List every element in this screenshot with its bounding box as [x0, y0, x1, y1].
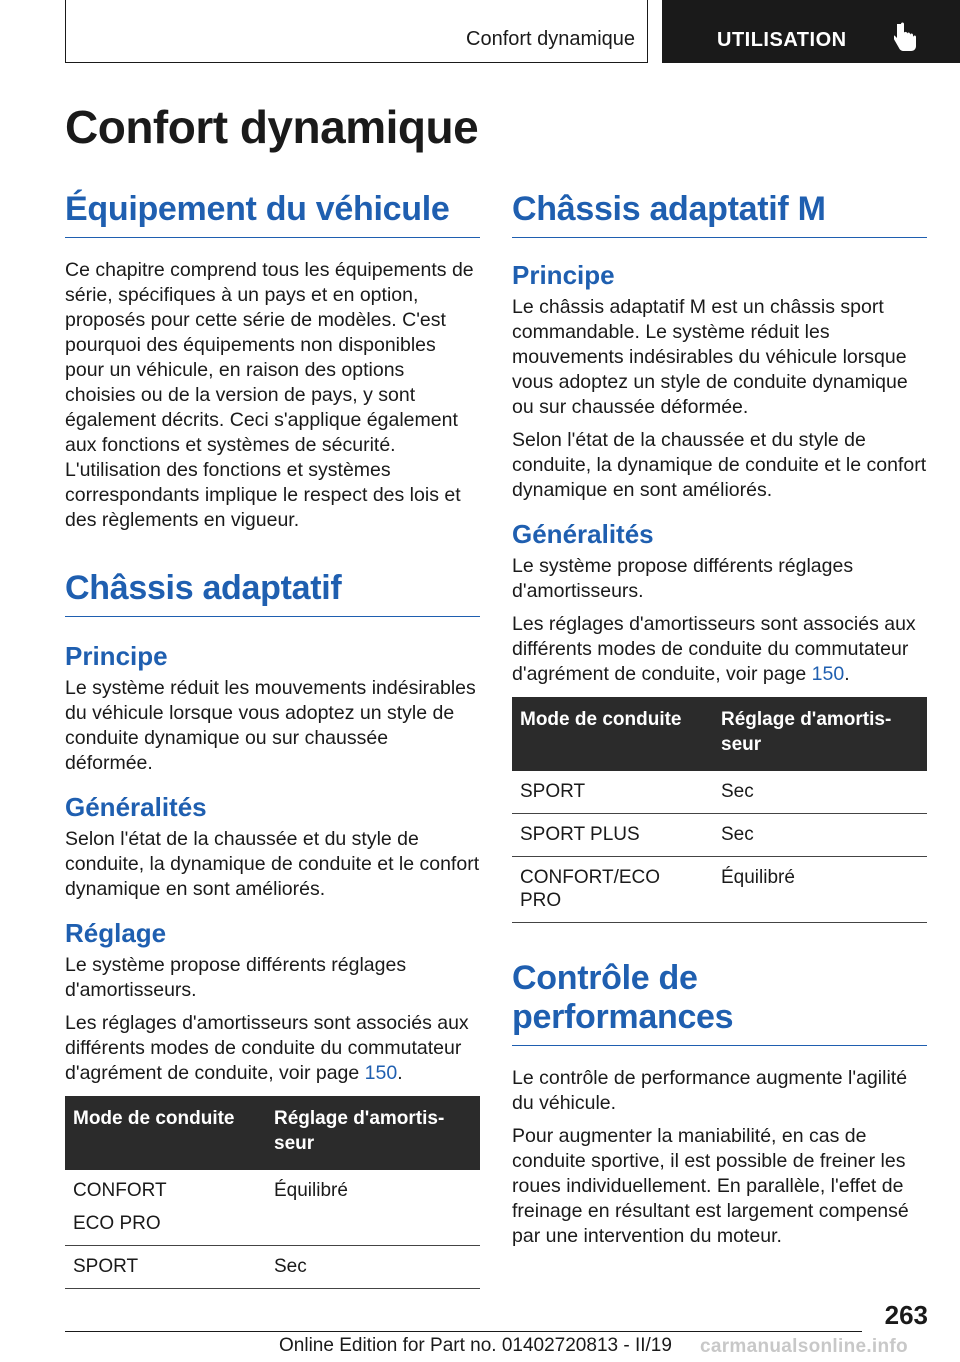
section-heading-adaptive-m: Châssis adaptatif M [512, 190, 927, 238]
table-cell-mode: CONFORT/ECO PRO [512, 857, 713, 923]
section-heading-adaptive: Châssis adaptatif [65, 569, 480, 617]
table-cell-value: Sec [713, 771, 927, 814]
equipment-text: Ce chapitre comprend tous les équipements de série, spécifiques à un pays et en option, proposés pour cette série de modèles. C'est pourquoi des équipements non disponibles pour un véhicule, en raison des options choisies ou de la version de pays, y sont également décrits. Ceci s'applique également aux fonctions et systèmes de sécurité. L'utilisation des fonctions et systèmes correspondants implique le respect des lois et des règlements en vigueur. [65, 259, 474, 531]
subheading-principle-m: Principe [512, 260, 615, 290]
table-row [512, 771, 927, 814]
principle-m-text-1: Le châssis adaptatif M est un châssis sport commandable. Le système réduit les mouvements indésirables du véhicule lorsque vous adoptez un style de conduite dynamique ou sur chaussée déformée. [512, 296, 908, 418]
setting-text-1: Le système propose différents réglages d'amortisseurs. [65, 954, 407, 1001]
general-m-text-1: Le système propose différents réglages d'amortisseurs. [512, 555, 854, 602]
header-chapter-tab [662, 0, 960, 63]
table-cell-mode: SPORT [65, 1246, 266, 1289]
principle-text: Le système réduit les mouvements indésirables du véhicule lorsque vous adoptez un style de conduite dynamique ou sur chaussée déformée. [65, 677, 476, 774]
table-header-mode: Mode de conduite [65, 1096, 266, 1170]
table-cell-value: Sec [266, 1246, 480, 1289]
table-header-damper: Réglage d'amortis-seur [713, 697, 927, 771]
table-cell-value: Équilibré [266, 1170, 480, 1246]
page-title: Confort dynamique [65, 101, 479, 153]
page-link-150[interactable]: 150 [364, 1062, 398, 1084]
left-column [65, 190, 480, 1289]
header-chapter-title: UTILISATION [717, 29, 847, 51]
subheading-setting: Réglage [65, 918, 167, 948]
subheading-principle: Principe [65, 641, 168, 671]
subheading-general: Généralités [65, 792, 207, 822]
damper-table-left [65, 1096, 480, 1289]
table-cell-mode: SPORT PLUS [512, 814, 713, 857]
watermark: carmanualsonline.info [700, 1336, 908, 1357]
header-section-title: Confort dynamique [466, 28, 635, 50]
general-m-text-2: Les réglages d'amortisseurs sont associés aux différents modes de conduite du commutateur d'agrément de conduite, voir page 150. [512, 613, 916, 685]
table-row [512, 857, 927, 923]
table-row [512, 814, 927, 857]
damper-table-right [512, 697, 927, 923]
general-text: Selon l'état de la chaussée et du style de conduite, la dynamique de conduite et le confort dynamique en sont améliorés. [65, 828, 480, 900]
hand-pointer-icon [894, 22, 920, 52]
table-cell-mode: SPORT [512, 771, 713, 814]
page-number: 263 [884, 1300, 928, 1330]
edition-note: Online Edition for Part no. 01402720813 - II/19 [279, 1335, 672, 1356]
setting-text-2: Les réglages d'amortisseurs sont associés aux différents modes de conduite du commutateur d'agrément de conduite, voir page 150. [65, 1012, 469, 1084]
subheading-general-m: Généralités [512, 519, 654, 549]
table-header-mode: Mode de conduite [512, 697, 713, 771]
performance-text-2: Pour augmenter la maniabilité, en cas de conduite sportive, il est possible de freiner les roues individuellement. En parallèle, l'effet de freinage en résultant est largement compensé par une intervention du moteur. [512, 1125, 909, 1247]
right-column [512, 190, 927, 1257]
table-row [65, 1246, 480, 1289]
section-heading-equipment: Équipement du véhicule [65, 190, 480, 238]
table-header-damper: Réglage d'amortis-seur [266, 1096, 480, 1170]
performance-text-1: Le contrôle de performance augmente l'agilité du véhicule. [512, 1067, 908, 1114]
table-cell-value: Sec [713, 814, 927, 857]
section-heading-performance: Contrôle de performances [512, 959, 927, 1046]
header-section-box [65, 0, 648, 63]
table-cell-mode: CONFORT ECO PRO [65, 1170, 266, 1246]
footer-divider [65, 1331, 862, 1332]
table-cell-value: Équilibré [713, 857, 927, 923]
principle-m-text-2: Selon l'état de la chaussée et du style de conduite, la dynamique de conduite et le confort dynamique en sont améliorés. [512, 429, 927, 501]
table-row [65, 1170, 480, 1246]
page-link-150[interactable]: 150 [811, 663, 845, 685]
